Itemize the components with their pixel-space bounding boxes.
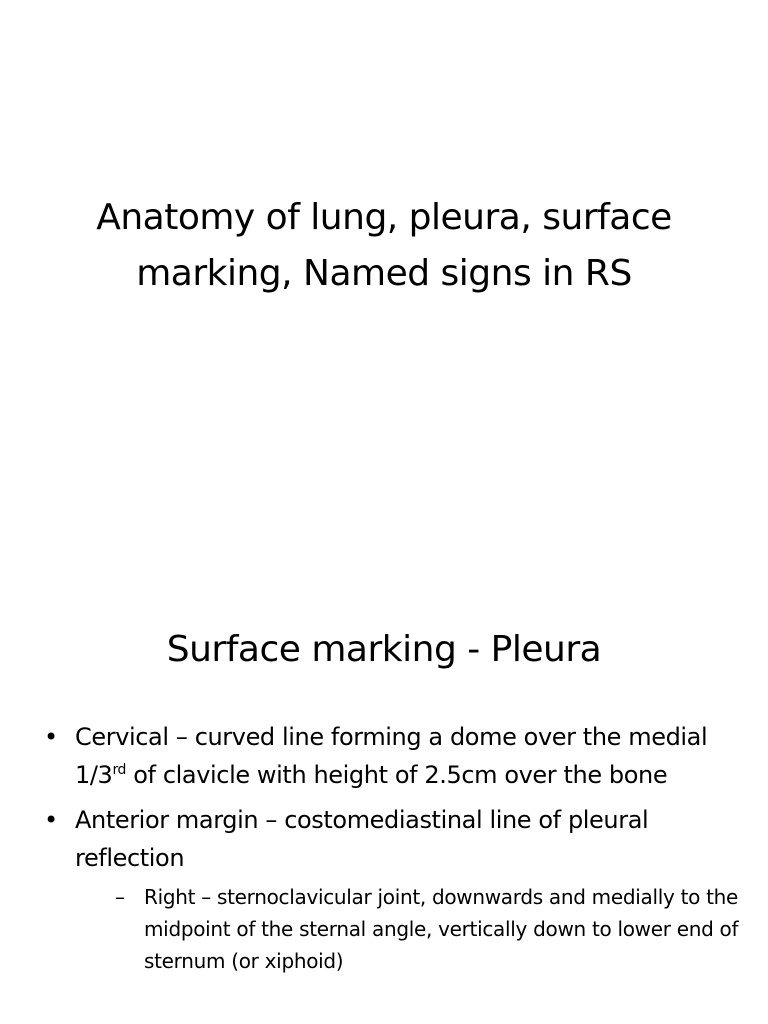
content-slide-title: Surface marking - Pleura [166,629,602,670]
sub-bullet-right-text: Right – sternoclavicular joint, downwards and medially to the midpoint of the sternal angle, vertically down to lower end of sternum (or xiphoid) [144,885,739,973]
bullet-cervical-text-part1: Cervical – curved line forming a dome over the medial 1/3 [75,723,708,789]
bullet-marker: • [44,806,58,834]
sub-bullet-marker: – [115,885,125,909]
content-slide [0,576,768,1024]
sub-bullet-right [75,881,740,977]
slide-title-line-2: marking, Named signs in RS [136,253,632,294]
slide-title-line-1: Anatomy of lung, pleura, surface [96,197,672,238]
bullet-marker: • [44,723,58,751]
bullet-anterior-margin-text: Anterior margin – costomediastinal line of pleural reflection [75,806,649,872]
bullet-cervical [40,718,740,794]
bullet-anterior-margin [40,801,740,977]
bullet-cervical-superscript: rd [112,762,127,778]
bullet-list [40,718,740,984]
slide-title [40,190,728,302]
bullet-cervical-text-part2: of clavicle with height of 2.5cm over the bone [126,761,668,789]
